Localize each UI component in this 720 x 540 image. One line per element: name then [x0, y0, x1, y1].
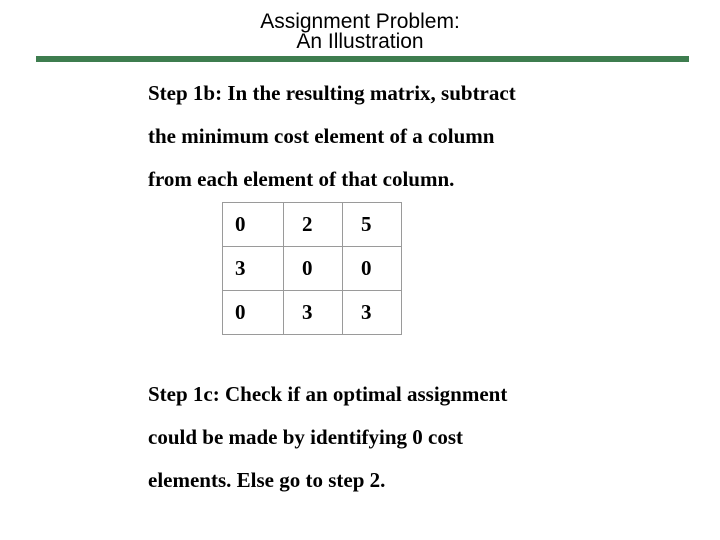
matrix-cell: 0 — [284, 247, 343, 291]
step-1b-line: Step 1b: In the resulting matrix, subtract — [148, 81, 516, 105]
matrix-row — [223, 203, 402, 247]
step-1c-line: Step 1c: Check if an optimal assignment — [148, 382, 508, 406]
matrix-cell: 0 — [223, 291, 284, 335]
matrix-cell: 0 — [223, 203, 284, 247]
step-1b-line: from each element of that column. — [148, 167, 455, 191]
step-1b-text — [148, 72, 516, 201]
step-1c-line: could be made by identifying 0 cost — [148, 425, 464, 449]
matrix-cell: 2 — [284, 203, 343, 247]
cost-matrix — [222, 202, 402, 335]
matrix-row — [223, 247, 402, 291]
slide-title-line-1: Assignment Problem: — [260, 10, 460, 33]
title-divider — [36, 56, 689, 62]
step-1c-text — [148, 373, 507, 502]
matrix-cell: 3 — [343, 291, 402, 335]
step-1b-line: the minimum cost element of a column — [148, 124, 495, 148]
step-1c-line: elements. Else go to step 2. — [148, 468, 386, 492]
slide-title-line-2: An Illustration — [296, 30, 424, 53]
slide-title — [0, 12, 720, 52]
matrix-cell: 0 — [343, 247, 402, 291]
matrix-cell: 3 — [284, 291, 343, 335]
matrix-row — [223, 291, 402, 335]
matrix-cell: 3 — [223, 247, 284, 291]
matrix-cell: 5 — [343, 203, 402, 247]
